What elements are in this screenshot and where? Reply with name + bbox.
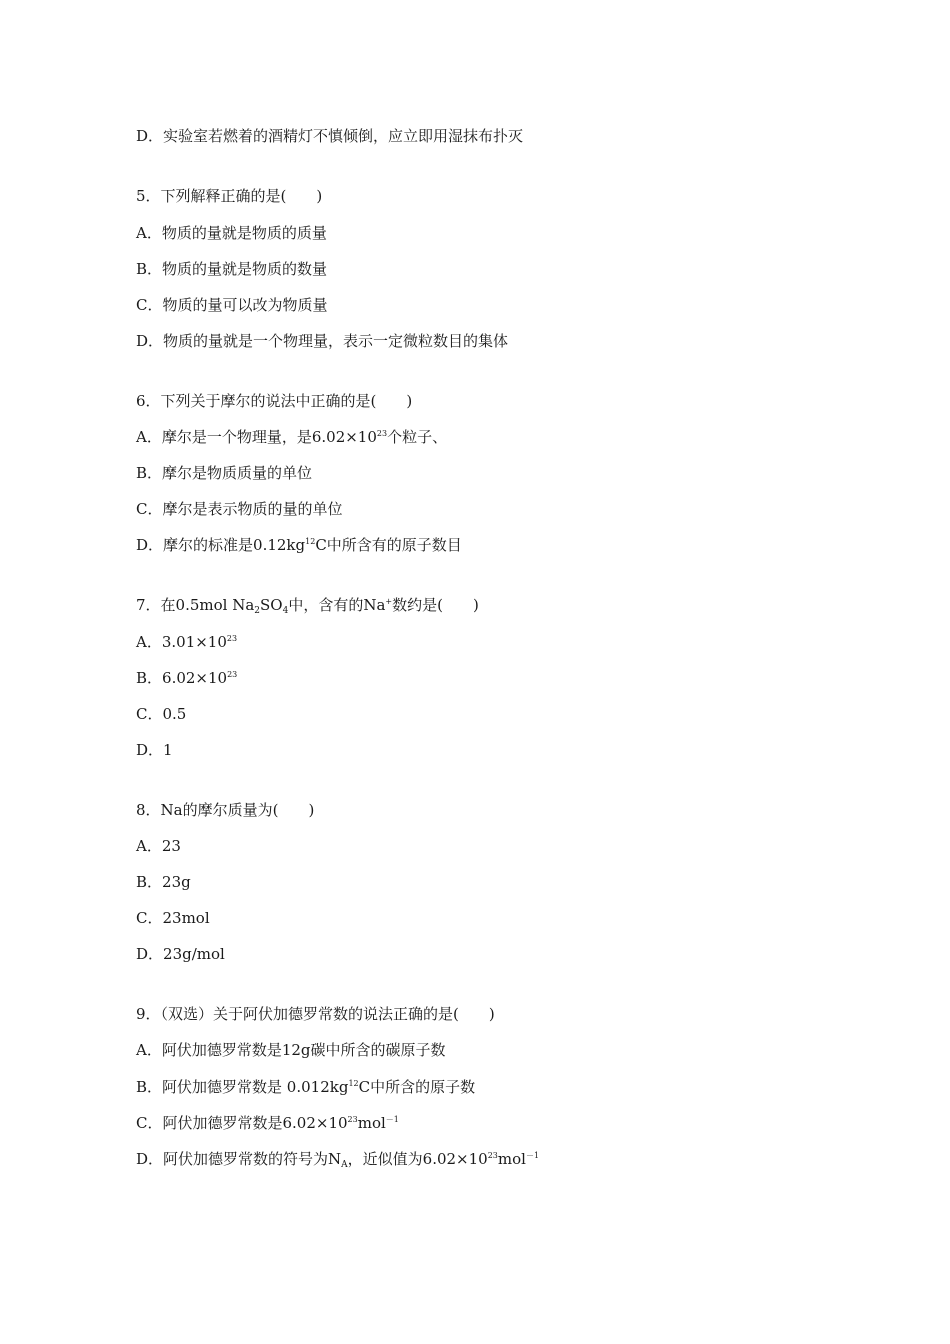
q9-option-b <box>136 1076 475 1098</box>
q9-option-d-subscript: A <box>341 1160 348 1170</box>
q8-option-a: A．23 <box>136 837 181 855</box>
q5-option-a: A．物质的量就是物质的质量 <box>136 224 327 242</box>
q9-option-c <box>136 1112 399 1134</box>
q8-option-b: B．23g <box>136 873 191 891</box>
q7-option-d: D．1 <box>136 741 173 759</box>
q9-option-d-exponent: 23 <box>487 1151 498 1160</box>
q7-option-a-text: A．3.01×10 <box>136 633 227 651</box>
q6-option-d <box>136 534 462 556</box>
q7-option-c: C．0.5 <box>136 705 187 723</box>
q9-option-c-unit-exponent: －1 <box>385 1115 399 1124</box>
q7-option-b-text: B．6.02×10 <box>136 669 228 687</box>
q6-option-c: C．摩尔是表示物质的量的单位 <box>136 500 343 518</box>
q7-stem-subscript-2: 4 <box>282 606 289 616</box>
q7-stem-text-3: 中，含有的Na <box>288 596 386 614</box>
q5-option-c: C．物质的量可以改为物质量 <box>136 296 328 314</box>
q7-option-b <box>136 667 237 689</box>
q9-option-d-unit: mol <box>497 1150 526 1168</box>
q7-stem-text-2: SO <box>260 596 283 614</box>
q6-option-b: B．摩尔是物质质量的单位 <box>136 464 313 482</box>
q6-option-d-tail: C中所含有的原子数目 <box>315 536 462 554</box>
q9-option-b-text: B．阿伏加德罗常数是 0.012kg <box>136 1078 349 1096</box>
q8-option-d: D．23g/mol <box>136 945 225 963</box>
q9-option-b-isotope: 12 <box>348 1079 359 1088</box>
q7-stem-tail: 数约是( ) <box>392 596 479 614</box>
q6-stem: 6．下列关于摩尔的说法中正确的是( ) <box>136 392 413 410</box>
q7-stem <box>136 594 479 616</box>
q9-option-c-text: C．阿伏加德罗常数是6.02×10 <box>136 1114 348 1132</box>
q6-option-a-exponent: 23 <box>376 429 388 438</box>
q9-option-a: A．阿伏加德罗常数是12g碳中所含的碳原子数 <box>136 1041 446 1059</box>
q7-stem-subscript-1: 2 <box>254 606 261 616</box>
q7-option-b-exponent: 23 <box>227 670 238 679</box>
q6-option-d-text: D．摩尔的标准是0.12kg <box>136 536 306 554</box>
q9-stem: 9．（双选）关于阿伏加德罗常数的说法正确的是( ) <box>136 1005 495 1023</box>
q5-option-d: D．物质的量就是一个物理量，表示一定微粒数目的集体 <box>136 332 509 350</box>
q9-option-c-unit: mol <box>357 1114 386 1132</box>
q6-option-a <box>136 426 447 448</box>
q5-option-b: B．物质的量就是物质的数量 <box>136 260 328 278</box>
q7-stem-text: 7．在0.5mol Na <box>136 596 255 614</box>
q9-option-d-unit-exponent: －1 <box>525 1151 540 1160</box>
q9-option-d-text-2: ，近似值为6.02×10 <box>347 1150 488 1168</box>
q9-option-c-exponent: 23 <box>347 1115 358 1124</box>
q4-option-d: D．实验室若燃着的酒精灯不慎倾倒，应立即用湿抹布扑灭 <box>136 127 524 145</box>
q6-option-a-text: A．摩尔是一个物理量，是6.02×10 <box>136 428 377 446</box>
q8-option-c: C．23mol <box>136 909 210 927</box>
q8-stem: 8．Na的摩尔质量为( ) <box>136 801 315 819</box>
q7-option-a <box>136 631 237 653</box>
q6-option-d-isotope: 12 <box>305 537 316 546</box>
q9-option-b-tail: C中所含的原子数 <box>358 1078 476 1096</box>
q7-option-a-exponent: 23 <box>226 634 238 643</box>
q7-stem-charge: + <box>385 597 393 606</box>
q6-option-a-tail: 个粒子、 <box>387 428 448 446</box>
q9-option-d <box>136 1148 539 1170</box>
q5-stem: 5．下列解释正确的是( ) <box>136 187 323 205</box>
q9-option-d-text: D．阿伏加德罗常数的符号为N <box>136 1150 342 1168</box>
